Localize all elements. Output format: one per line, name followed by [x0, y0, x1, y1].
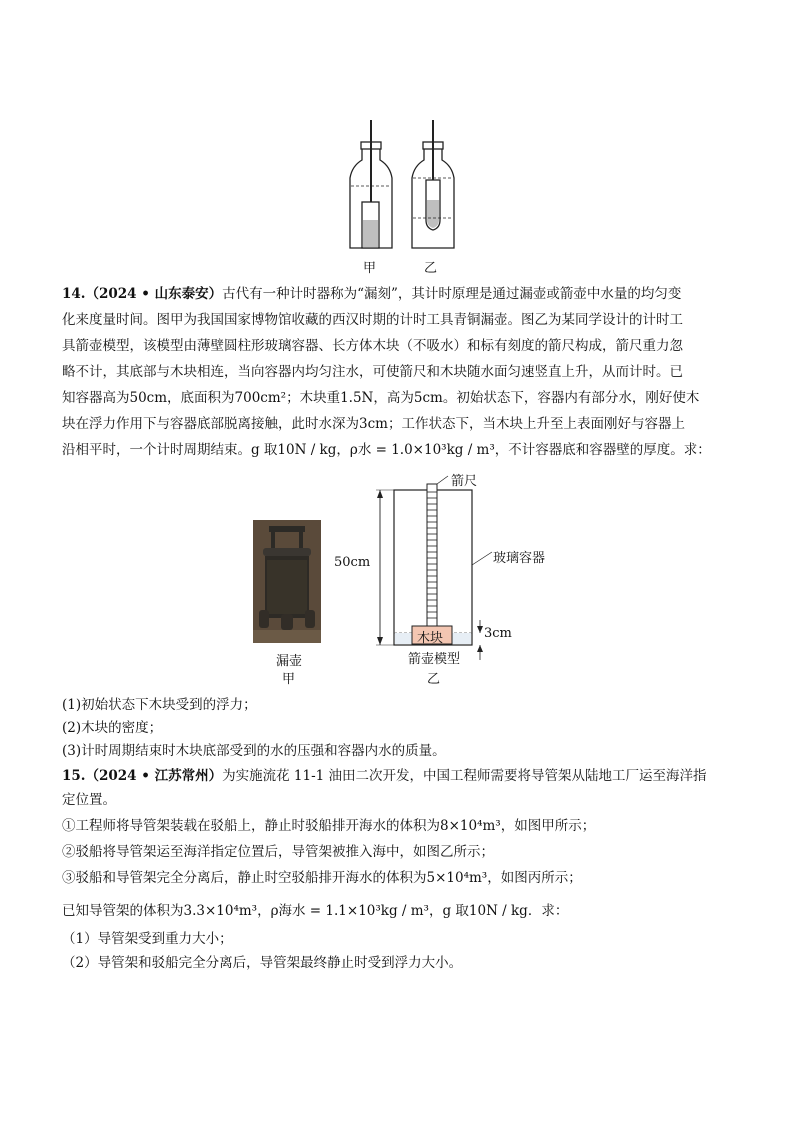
label-arrow-ruler: 箭尺 — [451, 474, 478, 489]
q14-source: （2024 • 山东泰安） — [85, 286, 223, 302]
fig-top-label-yi: 乙 — [424, 261, 438, 276]
q14-line-7: 沿相平时，一个计时周期结束。g 取10N / kg，ρ水 = 1.0×10³kg / m³，不计容器底和容器壁的厚度。求： — [62, 442, 711, 458]
q14-line-4: 略不计，其底部与木块相连，当向容器内均匀注水，可使箭尺和木块随水面匀速竖直上升，从而计时。已 — [62, 364, 683, 380]
q15-source: （2024 • 江苏常州） — [85, 768, 223, 784]
label-height-50cm: 50cm — [334, 555, 371, 570]
q15-line-2: 定位置。 — [62, 792, 116, 808]
bottle-jia — [350, 120, 392, 248]
q14-text-1: 古代有一种计时器称为“漏刻”，其计时原理是通过漏壶或箭壶中水量的均匀变 — [222, 286, 682, 302]
bottles-figure — [340, 120, 470, 255]
q14-number: 14. — [62, 286, 86, 302]
fig-label-jia: 甲 — [282, 672, 296, 687]
bronze-water-clock-photo — [253, 520, 321, 643]
q14-line-3: 具箭壶模型，该模型由薄壁圆柱形玻璃容器、长方体木块（不吸水）和标有刻度的箭尺构成，箭尺重力忽 — [62, 338, 683, 354]
q14-question-1: (1)初始状态下木块受到的浮力； — [62, 697, 257, 713]
q14-line-5: 知容器高为50cm，底面积为700cm²；木块重1.5N，高为5cm。初始状态下，容器内有部分水，刚好使木 — [62, 390, 700, 406]
q15-line-4: ②驳船将导管架运至海洋指定位置后，导管架被推入海中，如图乙所示； — [62, 844, 494, 860]
bottle-yi — [412, 120, 454, 248]
q15-question-2: （2）导管架和驳船完全分离后，导管架最终静止时受到浮力大小。 — [62, 955, 463, 971]
q15-question-1: （1）导管架受到重力大小； — [62, 931, 233, 947]
fig-label-hu: 漏壶 — [276, 654, 303, 669]
q14-question-2: (2)木块的密度； — [62, 720, 163, 736]
q14-line-1 — [62, 284, 742, 304]
q14-line-2: 化来度量时间。图甲为我国国家博物馆收藏的西汉时期的计时工具青铜漏壶。图乙为某同学设计的计时工 — [62, 312, 683, 328]
q15-number: 15. — [62, 768, 86, 784]
fig-top-label-jia: 甲 — [363, 261, 377, 276]
q15-line-1 — [62, 766, 742, 786]
label-yi: 乙 — [427, 672, 441, 687]
q14-line-6: 块在浮力作用下与容器底部脱离接触，此时水深为3cm；工作状态下，当木块上升至上表面刚好与容器上 — [62, 416, 685, 432]
q15-line-6: 已知导管架的体积为3.3×10⁴m³，ρ海水 = 1.1×10³kg / m³，g 取10N / kg．求： — [62, 903, 569, 919]
q15-line-5: ③驳船和导管架完全分离后，静止时空驳船排开海水的体积为5×10⁴m³，如图丙所示； — [62, 870, 582, 886]
label-glass-container: 玻璃容器 — [493, 551, 546, 566]
q14-question-3: (3)计时周期结束时木块底部受到的水的压强和容器内水的质量。 — [62, 743, 446, 759]
label-arrow-pot-model: 箭壶模型 — [408, 652, 461, 667]
q15-text-1: 为实施流花 11-1 油田二次开发，中国工程师需要将导管架从陆地工厂运至海洋指 — [222, 768, 707, 784]
label-depth-3cm: 3cm — [484, 626, 512, 641]
label-wooden-block: 木块 — [417, 631, 444, 646]
q15-line-3: ①工程师将导管架装载在驳船上，静止时驳船排开海水的体积为8×10⁴m³，如图甲所示； — [62, 818, 596, 834]
